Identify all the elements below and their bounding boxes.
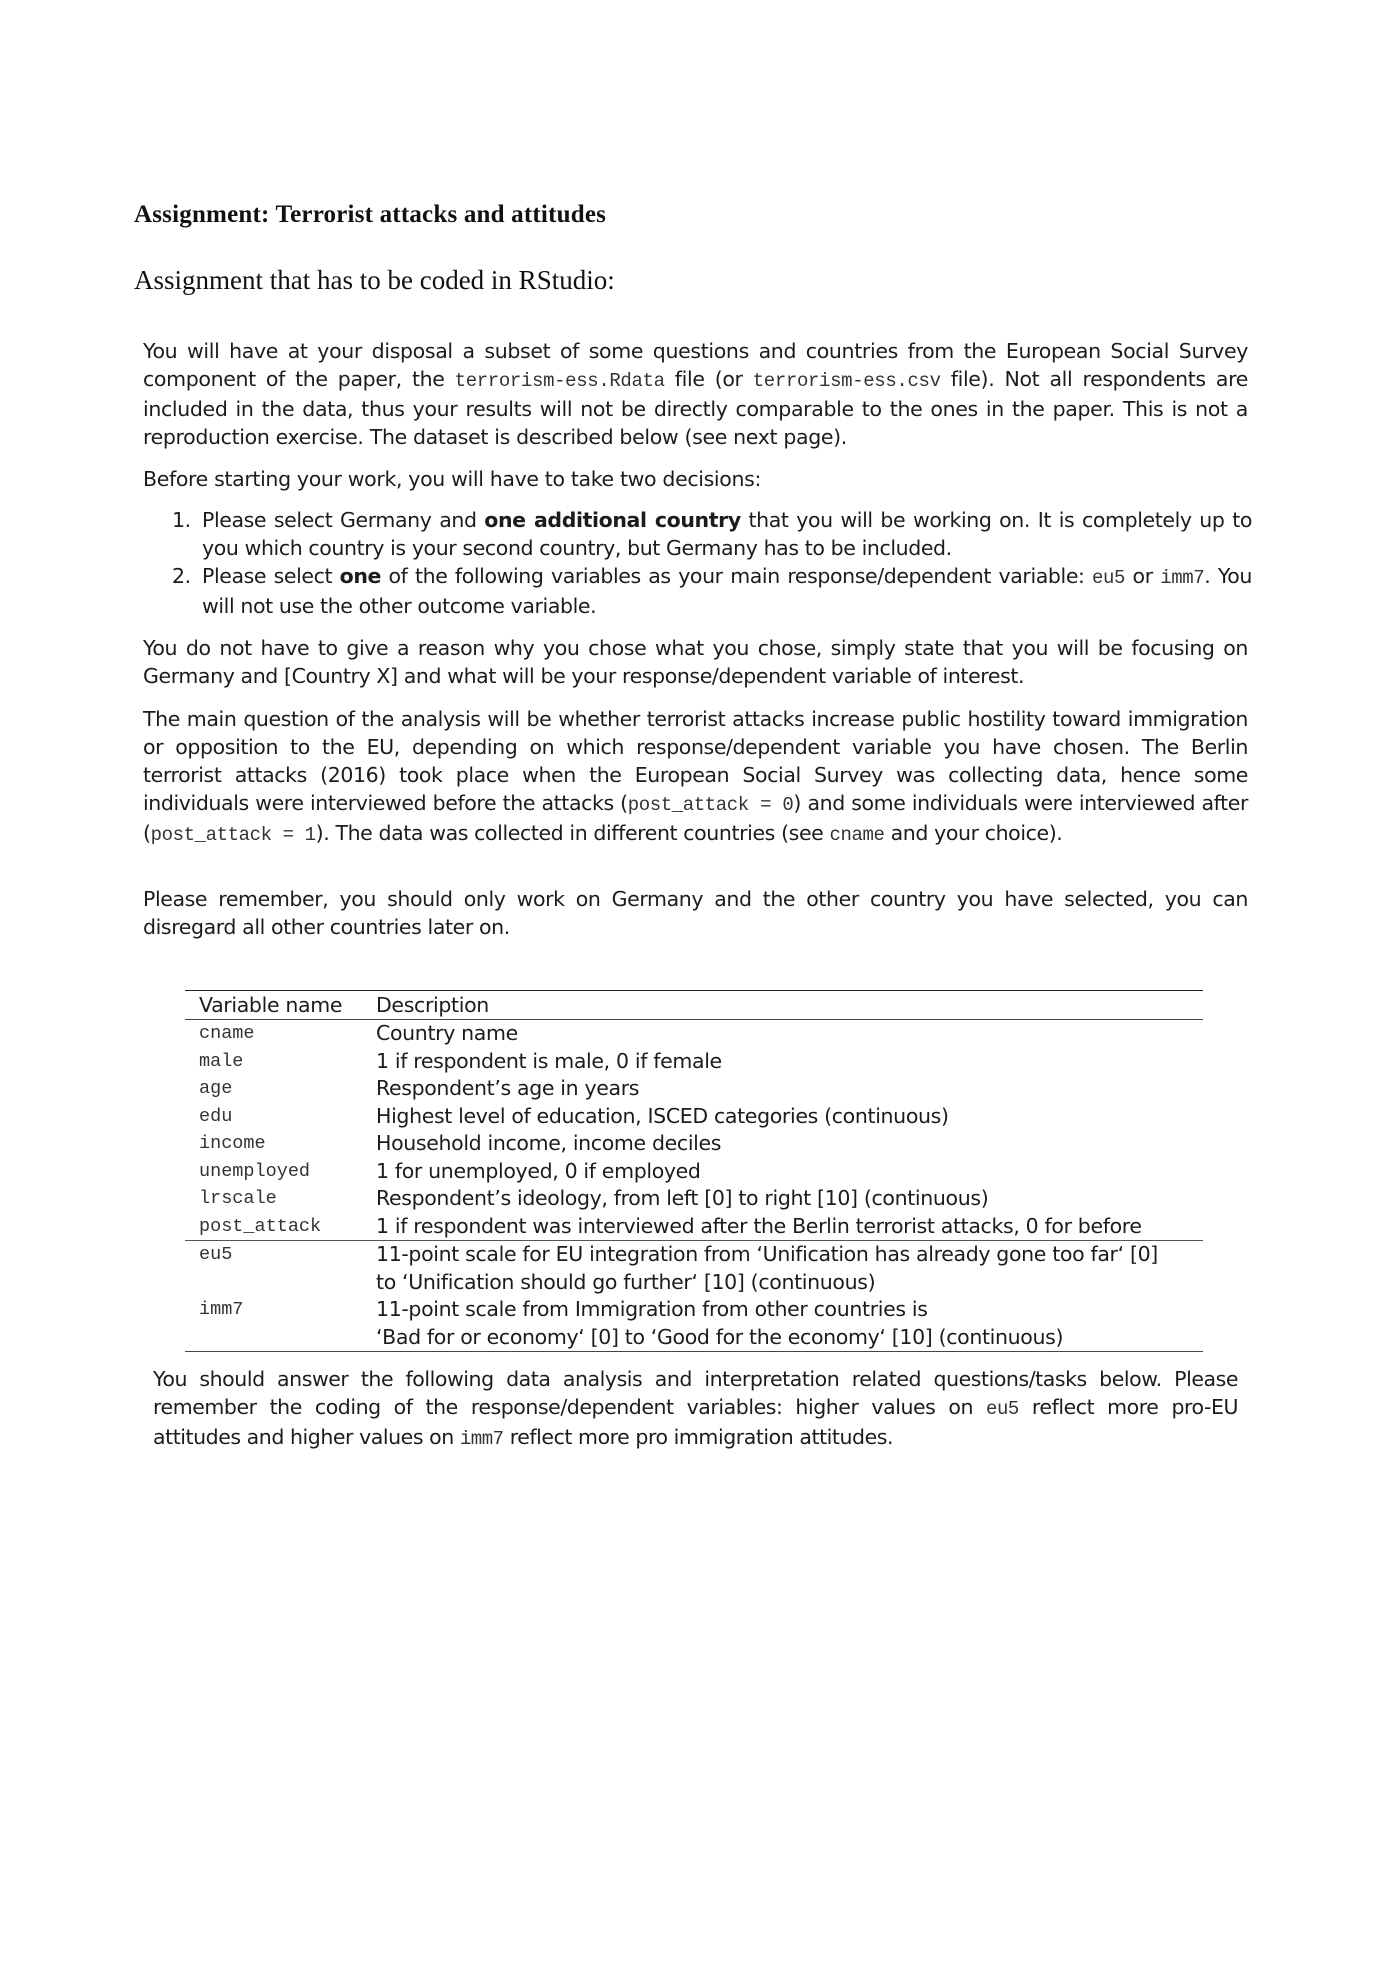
variable-name: age: [199, 1078, 233, 1099]
variable-description: Household income, income deciles: [376, 1131, 722, 1155]
table-row: [185, 1020, 1203, 1048]
variable-description: [362, 1296, 1203, 1352]
table-row: [185, 1185, 1203, 1213]
emphasis: one additional country: [484, 508, 741, 532]
text: Please select: [202, 564, 340, 588]
column-header-description: Description: [376, 993, 489, 1017]
text: ). The data was collected in different countries (see: [315, 821, 830, 845]
table-row: [185, 1130, 1203, 1158]
text: file (or: [664, 367, 753, 391]
covariate-rows: [185, 1020, 1203, 1241]
outcome-rows: [185, 1241, 1203, 1352]
variable-description: 1 if respondent was interviewed after the Berlin terrorist attacks, 0 for before: [376, 1213, 1142, 1238]
variable-code: post_attack = 0: [627, 794, 794, 816]
variable-name: eu5: [199, 1244, 233, 1265]
table-row: [185, 1241, 1203, 1297]
table-row: [185, 1103, 1203, 1131]
focus-paragraph: You do not have to give a reason why you chose what you chose, simply state that you will be focusing on Germany and [Country X] and what will be your response/dependent variable of interest.: [143, 636, 1248, 688]
variable-description: Highest level of education, ISCED categories (continuous): [376, 1103, 949, 1128]
decision-item: [172, 562, 1252, 620]
tasks-intro-paragraph: [153, 1365, 1238, 1453]
document-title: Assignment: Terrorist attacks and attitudes: [134, 201, 607, 228]
table-row: [185, 1296, 1203, 1352]
variable-description: Respondent’s ideology, from left [0] to right [10] (continuous): [376, 1186, 989, 1210]
text: or: [1125, 564, 1161, 588]
intro-paragraph: [143, 337, 1248, 451]
variable-code: imm7: [1160, 567, 1205, 589]
text: that you will be working on. It is completely up to you which country is your second country, but Germany has to be included.: [202, 508, 1253, 560]
text: and your choice).: [884, 821, 1063, 845]
text: reflect more pro-EU attitudes and higher values on: [153, 1395, 1239, 1449]
description-line: to ‘Unification should go further‘ [10] (continuous): [376, 1269, 876, 1294]
text: of the following variables as your main response/dependent variable:: [381, 564, 1093, 588]
variable-name: male: [199, 1050, 244, 1072]
list-number: 2.: [172, 564, 191, 588]
variable-name: income: [199, 1133, 266, 1154]
description-line: 11-point scale from Immigration from other countries is: [376, 1297, 928, 1321]
variable-table: [185, 990, 1203, 1352]
text: You will have at your disposal a subset of some questions and countries from the European Social Survey component of the paper, the: [143, 339, 1248, 391]
text: The main question of the analysis will be whether terrorist attacks increase public hostility toward immigration or opposition to the EU, depending on which response/dependent variable you have chosen. The Berlin terrorist attacks (2016) took place when the European Social Survey was collecting data, hence some individuals were interviewed before the attacks (: [143, 707, 1248, 815]
research-question-paragraph: [143, 705, 1248, 849]
text: . You will not use the other outcome variable.: [202, 564, 1252, 618]
variable-name: lrscale: [199, 1188, 277, 1209]
text: ) and some individuals were interviewed after (: [143, 791, 1249, 845]
column-header-variable-name: Variable name: [199, 993, 343, 1017]
variable-description: 1 if respondent is male, 0 if female: [376, 1048, 722, 1073]
variable-name: post_attack: [199, 1215, 322, 1237]
table-header-row: [185, 991, 1203, 1020]
variable-code: eu5: [986, 1398, 1019, 1420]
variable-code: imm7: [459, 1428, 504, 1450]
variable-code: post_attack = 1: [150, 824, 316, 846]
document-subtitle: Assignment that has to be coded in RStudio:: [134, 265, 615, 295]
table-row: [185, 1048, 1203, 1076]
list-number: 1.: [172, 508, 191, 532]
variable-description: Respondent’s age in years: [376, 1076, 640, 1100]
variable-name: cname: [199, 1023, 255, 1044]
reminder-paragraph: Please remember, you should only work on Germany and the other country you have selected, you can disregard all other countries later on.: [143, 887, 1248, 939]
decisions-list: [172, 506, 1252, 620]
variable-name: imm7: [199, 1299, 244, 1320]
rdata-filename: terrorism-ess.Rdata: [454, 370, 665, 392]
variable-description: Country name: [376, 1021, 518, 1045]
table-row: [185, 1213, 1203, 1241]
csv-filename: terrorism-ess.csv: [752, 370, 941, 392]
text: file). Not all respondents are included in the data, thus your results will not be directly comparable to the ones in the paper. This is not a reproduction exercise. The dataset is described below (see next page).: [143, 367, 1248, 449]
emphasis: one: [339, 564, 382, 588]
table-row: [185, 1158, 1203, 1186]
variable-description: [362, 1241, 1203, 1297]
variable-name: edu: [199, 1105, 233, 1127]
description-line: ‘Bad for or economy‘ [0] to ‘Good for the economy‘ [10] (continuous): [376, 1324, 1064, 1349]
text: reflect more pro immigration attitudes.: [503, 1425, 894, 1449]
variable-code: cname: [829, 824, 885, 846]
text: Please select Germany and: [202, 508, 485, 532]
variable-code: eu5: [1092, 567, 1126, 589]
variable-name: unemployed: [199, 1160, 311, 1182]
variable-description: 1 for unemployed, 0 if employed: [376, 1158, 701, 1183]
decisions-intro: Before starting your work, you will have to take two decisions:: [143, 467, 761, 491]
table-row: [185, 1075, 1203, 1103]
description-line: 11-point scale for EU integration from ‘Unification has already gone too far‘ [0]: [376, 1242, 1158, 1266]
text: You should answer the following data analysis and interpretation related questions/tasks below. Please remember the coding of the response/dependent variables: higher values on: [153, 1367, 1238, 1419]
decision-item: [172, 506, 1252, 562]
